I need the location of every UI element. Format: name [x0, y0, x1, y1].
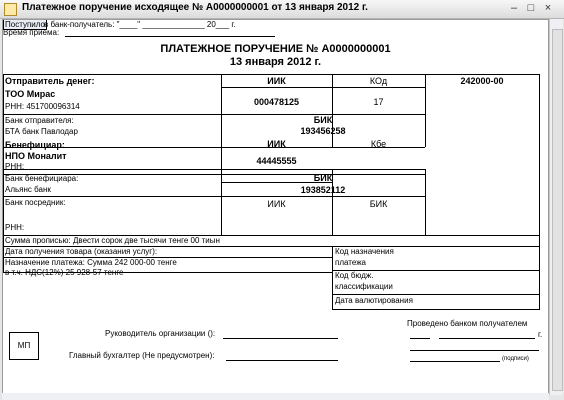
table-top-line — [3, 74, 539, 75]
received-bank-text: в банк-получатель: "____" ______________ 20___ г. — [44, 20, 236, 29]
row-line-5 — [3, 196, 425, 197]
beneficiary-bank-name: Альянс банк — [5, 185, 51, 194]
bank-signature-line-2 — [410, 361, 500, 362]
table-right-line — [539, 74, 540, 310]
doc-date: 13 января 2012 г. — [229, 56, 322, 68]
sender-bank-name: БТА банк Павлодар — [5, 127, 78, 136]
sender-bik-header: БИК — [313, 115, 333, 125]
value-date-label: Дата валютирования — [335, 296, 413, 305]
purpose-code-label-2: платежа — [335, 258, 367, 267]
intermediary-iik-header: ИИК — [267, 199, 286, 209]
director-label: Руководитель организации (): — [105, 329, 216, 338]
stamp-box: МП — [9, 332, 39, 360]
amount-in-words: Сумма прописью: Двести сорок две тысячи тенге 00 тиын — [5, 236, 220, 245]
table-bottom-line — [332, 309, 539, 310]
code-col-divider — [332, 246, 333, 310]
col-divider-3b — [425, 169, 426, 235]
intermediary-bik-header: БИК — [369, 199, 388, 209]
sender-kod-value: 17 — [373, 97, 384, 107]
header-row-line — [221, 87, 425, 88]
document-page — [2, 19, 549, 395]
doc-title: ПЛАТЕЖНОЕ ПОРУЧЕНИЕ № A0000000001 — [160, 43, 391, 55]
bank-done-label: Проведено банком получателем — [407, 319, 528, 328]
budget-code-label-2: классификации — [335, 282, 393, 291]
bank-year-suffix: г. — [538, 330, 543, 339]
minimize-button[interactable]: – — [510, 2, 518, 14]
director-signature-line — [223, 338, 338, 339]
sender-bik-value: 193456258 — [300, 126, 346, 136]
code-row-line-2 — [332, 294, 539, 295]
bank-day-line — [410, 338, 430, 339]
beneficiary-label: Бенефициар: — [5, 140, 65, 150]
bank-signature-line-1 — [410, 350, 539, 351]
restore-button[interactable]: □ — [527, 2, 535, 14]
title-bar — [0, 0, 564, 19]
vertical-scrollbar[interactable] — [549, 19, 563, 395]
beneficiary-bik-header: БИК — [313, 173, 333, 183]
receipt-time-label: Время приема: — [3, 28, 60, 37]
received-field[interactable]: Поступило — [5, 20, 45, 29]
close-button[interactable]: × — [544, 2, 552, 14]
horizontal-scrollbar[interactable] — [2, 393, 549, 400]
beneficiary-iik-value: 44445555 — [256, 156, 297, 166]
signature-hint: (подписи) — [502, 356, 529, 362]
purpose-line-1: Назначение платежа: Сумма 242 000-00 тенге — [5, 258, 177, 267]
receipt-time-line — [65, 36, 275, 37]
kod-header: КОд — [369, 76, 388, 86]
beneficiary-name: НПО Моналит — [5, 151, 67, 161]
intermediary-rnn: РНН: — [5, 223, 25, 232]
beneficiary-iik-header: ИИК — [267, 139, 286, 149]
accountant-signature-line — [226, 360, 338, 361]
table-left-line — [3, 74, 4, 272]
sender-rnn: РНН: 451700096314 — [5, 102, 80, 111]
window-title: Платежное поручение исходящее № A0000000001 от 13 января 2012 г. — [22, 2, 368, 13]
goods-date-label: Дата получения товара (оказания услуг): — [5, 247, 158, 256]
sender-name: ТОО Мирас — [5, 89, 56, 99]
intermediary-label: Банк посредник: — [5, 198, 66, 207]
amount-value: 242000-00 — [460, 76, 504, 86]
sender-bank-label: Банк отправителя: — [5, 116, 74, 125]
scroll-thumb[interactable] — [552, 29, 563, 391]
sender-iik-value: 000478125 — [253, 97, 300, 107]
sender-label: Отправитель денег: — [5, 76, 95, 86]
budget-code-label-1: Код бюдж. — [335, 271, 374, 280]
accountant-label: Главный бухгалтер (Не предусмотрен): — [69, 351, 215, 360]
bank-month-line — [439, 338, 535, 339]
beneficiary-rnn: РНН: — [5, 162, 25, 171]
kbe-header: Кбе — [370, 139, 387, 149]
purpose-line-2: в т.ч. НДС(12%) 25 928-57 тенге — [5, 268, 124, 277]
row-line-3 — [3, 169, 425, 170]
beneficiary-bik-value: 193852112 — [300, 185, 346, 195]
iik-header: ИИК — [267, 76, 286, 86]
purpose-code-label-1: Код назначения — [335, 247, 394, 256]
document-icon — [4, 3, 17, 16]
beneficiary-bank-label: Банк бенефициара: — [5, 174, 79, 183]
